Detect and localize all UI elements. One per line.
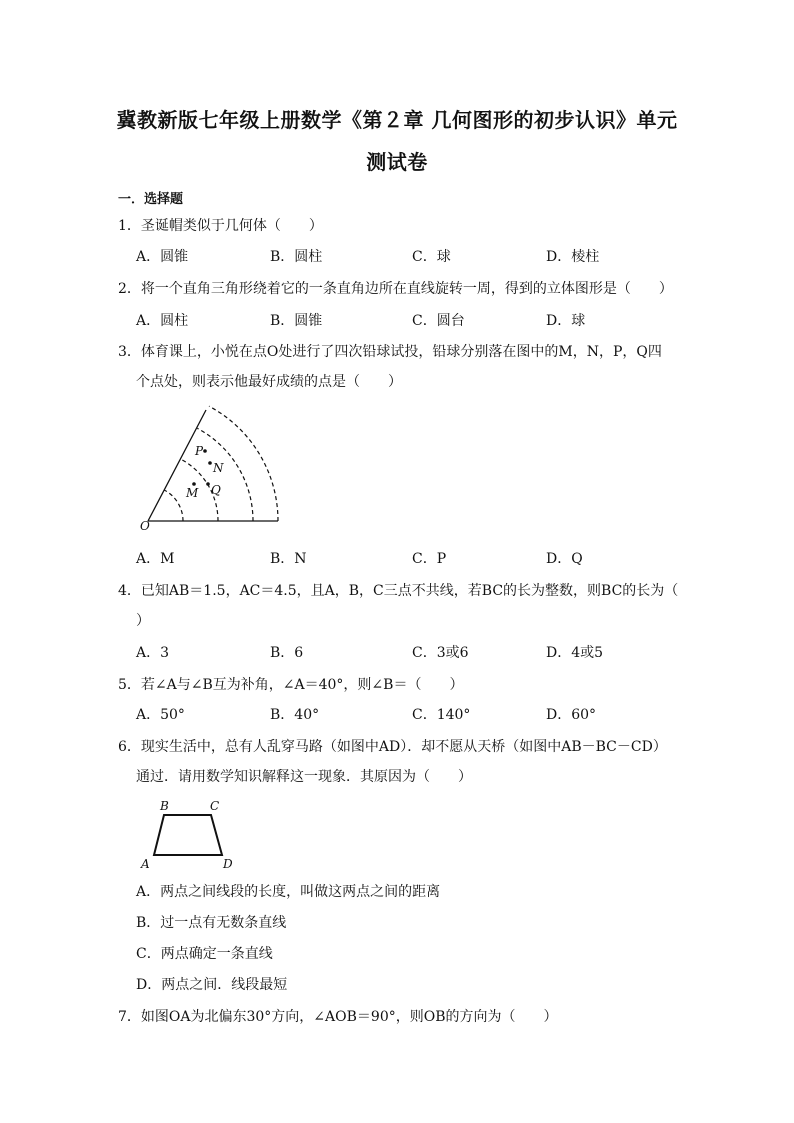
q6-option-a: A．两点之间线段的长度，叫做这两点之间的距离 [136,884,441,900]
trapezoid-figure [138,795,248,875]
q4-option-d: D．4或5 [546,645,604,661]
label-a: A [141,857,150,871]
label-n: N [213,461,224,475]
q2-option-d: D．球 [546,313,586,329]
q4-option-a: A．3 [136,645,170,661]
q1-option-b: B．圆柱 [270,249,323,265]
point-n [208,461,212,465]
q2-option-b: B．圆锥 [270,313,323,329]
q2-option-c: C．圆台 [412,313,465,329]
question-3-line2: 个点处，则表示他最好成绩的点是（ ） [136,374,402,390]
q6-option-d: D．两点之间．线段最短 [136,977,288,993]
question-1: 1．圣诞帽类似于几何体（ ） [118,218,323,234]
q5-option-d: D．60° [546,707,597,723]
shotput-figure [138,404,288,534]
label-p: P [195,444,204,458]
arc-3 [197,428,253,521]
label-c: C [210,799,220,813]
question-5: 5．若∠A与∠B互为补角，∠A＝40°，则∠B＝（ ） [118,677,464,693]
q3-option-c: C．P [412,551,447,567]
question-6-line1: 6．现实生活中，总有人乱穿马路（如图中AD）．却不愿从天桥（如图中AB－BC－CD） [118,739,667,755]
q6-option-b: B．过一点有无数条直线 [136,915,287,931]
label-o: O [140,519,150,533]
trapezoid-abcd [154,815,222,855]
q1-option-d: D．棱柱 [546,249,600,265]
point-p [203,449,207,453]
question-6-line2: 通过．请用数学知识解释这一现象．其原因为（ ） [136,769,472,785]
q3-option-b: B．N [270,551,307,567]
question-4-line1: 4．已知AB＝1.5，AC＝4.5，且A，B，C三点不共线，若BC的长为整数，则BC的长为（ [118,583,679,599]
q5-option-b: B．40° [270,707,320,723]
page-title: 冀教新版七年级上册数学《第２章 几何图形的初步认识》单元 [116,108,678,132]
arc-1 [164,490,183,521]
q3-option-d: D．Q [546,551,583,567]
q4-option-b: B．6 [270,645,304,661]
question-7: 7．如图OA为北偏东30°方向，∠AOB＝90°，则OB的方向为（ ） [118,1009,558,1025]
label-m: M [186,486,199,500]
page-title-line2: 测试卷 [366,150,428,174]
question-4-line2: ） [136,613,150,629]
q1-option-c: C．球 [412,249,451,265]
q4-option-c: C．3或6 [412,645,469,661]
point-q [206,482,210,486]
q5-option-a: A．50° [136,707,185,723]
question-2: 2．将一个直角三角形绕着它的一条直角边所在直线旋转一周，得到的立体图形是（ ） [118,281,673,297]
slant-ray [148,410,206,521]
q3-option-a: A．M [136,551,175,567]
label-q: Q [211,483,221,497]
question-3-line1: 3．体育课上，小悦在点O处进行了四次铅球试投，铅球分别落在图中的M，N，P，Q四 [118,344,662,360]
section-heading: 一．选择题 [118,192,184,207]
label-d: D [223,857,233,871]
q6-option-c: C．两点确定一条直线 [136,946,273,962]
label-b: B [160,799,169,813]
q1-option-a: A．圆锥 [136,249,189,265]
q5-option-c: C．140° [412,707,471,723]
q2-option-a: A．圆柱 [136,313,189,329]
